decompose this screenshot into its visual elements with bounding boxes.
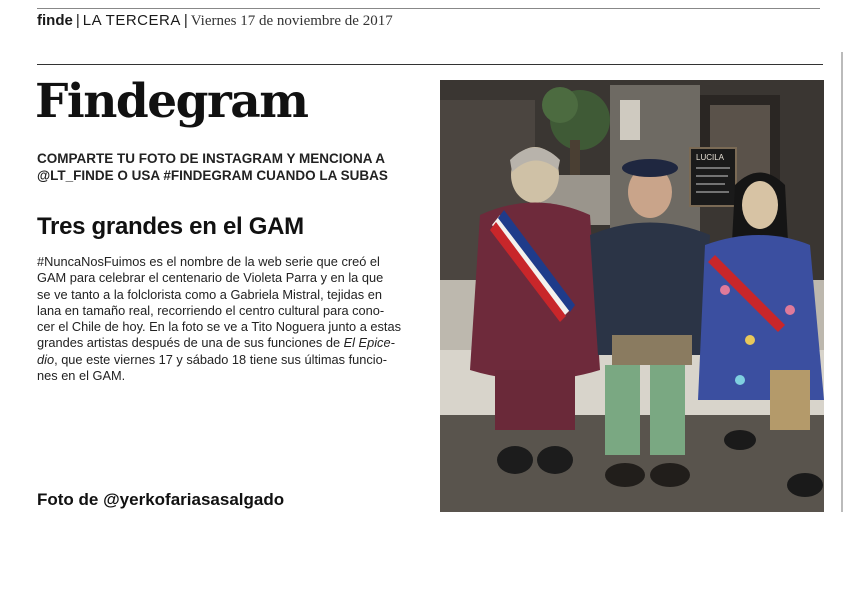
sign-text: LUCILA [696,153,725,162]
body-text: grandes artistas después de una de sus funciones de [37,335,344,351]
article-headline: Tres grandes en el GAM [37,213,304,240]
section-brand: finde [37,12,73,29]
body-line: se ve tanto a la folclorista como a Gabriela Mistral, tejidas en [37,286,382,302]
photo-credit: Foto de @yerkofariasasalgado [37,490,285,509]
top-rule [37,8,820,9]
photo-illustration [440,80,824,512]
play-title-part: dio [37,351,55,367]
article-body [37,254,427,384]
featured-photo [440,80,824,512]
body-line: nes en el GAM. [37,368,126,384]
body-text: , que este viernes 17 y sábado 18 tiene sus últimas funcio- [54,351,387,367]
body-line [37,335,427,351]
invite-line: @LT_FINDE O USA #FINDEGRAM CUANDO LA SUBAS [37,168,388,183]
play-title-part: El Epice- [343,335,395,351]
section-title: Findegram [35,74,308,129]
page-edge [841,52,843,512]
body-line [37,352,427,368]
body-line: GAM para celebrar el centenario de Violeta Parra y en la que [37,270,384,286]
body-line: lana en tamaño real, recorriendo el centro cultural para cono- [37,302,385,318]
header-separator-2: | [183,12,188,29]
body-line: cer el Chile de hoy. En la foto se ve a Tito Noguera junto a estas [37,319,401,335]
header-separator: | [75,12,80,29]
body-line: #NuncaNosFuimos es el nombre de la web serie que creó el [37,254,380,269]
issue-date: Viernes 17 de noviembre de 2017 [190,13,393,29]
publication-name: LA TERCERA [82,12,181,29]
section-rule [37,64,823,65]
instagram-invite [37,150,432,184]
invite-line: COMPARTE TU FOTO DE INSTAGRAM Y MENCIONA A [37,151,386,166]
page-header [37,12,393,30]
